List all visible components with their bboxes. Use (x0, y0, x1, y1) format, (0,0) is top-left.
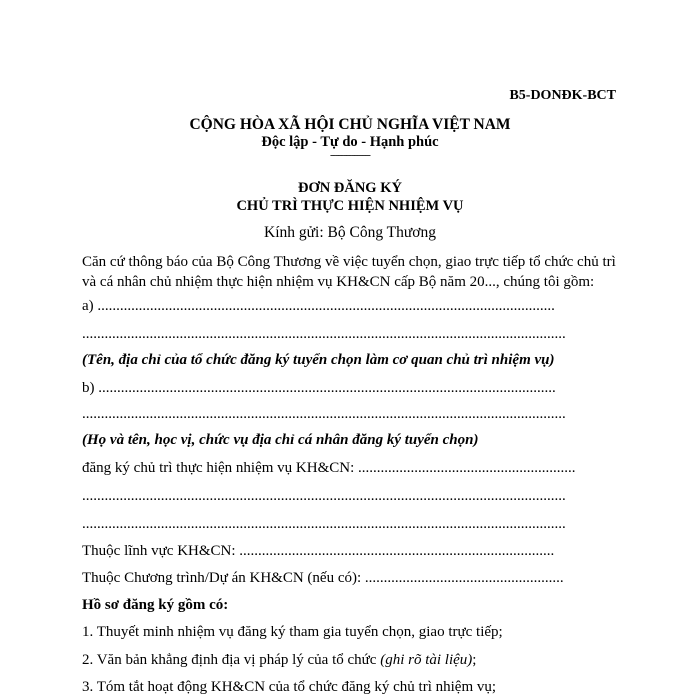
document-subtitle: CHỦ TRÌ THỰC HIỆN NHIỆM VỤ (236, 198, 464, 214)
form-code: B5-DONĐK-BCT (509, 88, 616, 103)
dossier-item-2 (82, 652, 476, 669)
intro-paragraph: Căn cứ thông báo của Bộ Công Thương về việc tuyển chọn, giao trực tiếp tổ chức chủ trì và cá nhân chủ nhiệm thực hiện nhiệm vụ KH&CN cấp Bộ năm 20..., chúng tôi gồm: (82, 254, 616, 290)
dossier-item-3: 3. Tóm tắt hoạt động KH&CN của tổ chức đăng ký chủ trì nhiệm vụ; (82, 679, 497, 695)
dossier-item-1: 1. Thuyết minh nhiệm vụ đăng ký tham gia tuyển chọn, giao trực tiếp; (82, 624, 503, 640)
program-line: Thuộc Chương trình/Dự án KH&CN (nếu có): ..................................................... (82, 570, 564, 586)
field-a-line1: a) .......................................................................................................................... (82, 298, 555, 314)
register-continuation-2: ................................................................................................................................. (82, 516, 566, 532)
field-domain-line: Thuộc lĩnh vực KH&CN: .................................................................................... (82, 543, 555, 559)
field-b-note: (Họ và tên, học vị, chức vụ địa chỉ cá nhân đăng ký tuyển chọn) (82, 432, 479, 448)
dossier-item-2-note: (ghi rõ tài liệu) (380, 652, 473, 668)
field-a-line2: ................................................................................................................................. (82, 326, 566, 342)
header-divider: --------------- (330, 149, 370, 161)
document-title: ĐƠN ĐĂNG KÝ (298, 180, 402, 196)
dossier-heading: Hồ sơ đăng ký gồm có: (82, 597, 229, 613)
field-a-note: (Tên, địa chỉ của tổ chức đăng ký tuyển chọn làm cơ quan chủ trì nhiệm vụ) (82, 352, 555, 368)
dossier-item-2-end: ; (472, 652, 477, 668)
register-continuation-1: ................................................................................................................................. (82, 488, 566, 504)
field-b-line2: ................................................................................................................................. (82, 406, 566, 422)
register-line: đăng ký chủ trì thực hiện nhiệm vụ KH&CN: .......................................................... (82, 460, 576, 476)
field-b-line1: b) .......................................................................................................................... (82, 380, 556, 396)
national-motto: Độc lập - Tự do - Hạnh phúc (261, 134, 439, 150)
dossier-item-2-text: 2. Văn bản khẳng định địa vị pháp lý của tổ chức (82, 652, 381, 668)
recipient: Kính gửi: Bộ Công Thương (264, 224, 436, 241)
national-title: CỘNG HÒA XÃ HỘI CHỦ NGHĨA VIỆT NAM (189, 116, 511, 133)
